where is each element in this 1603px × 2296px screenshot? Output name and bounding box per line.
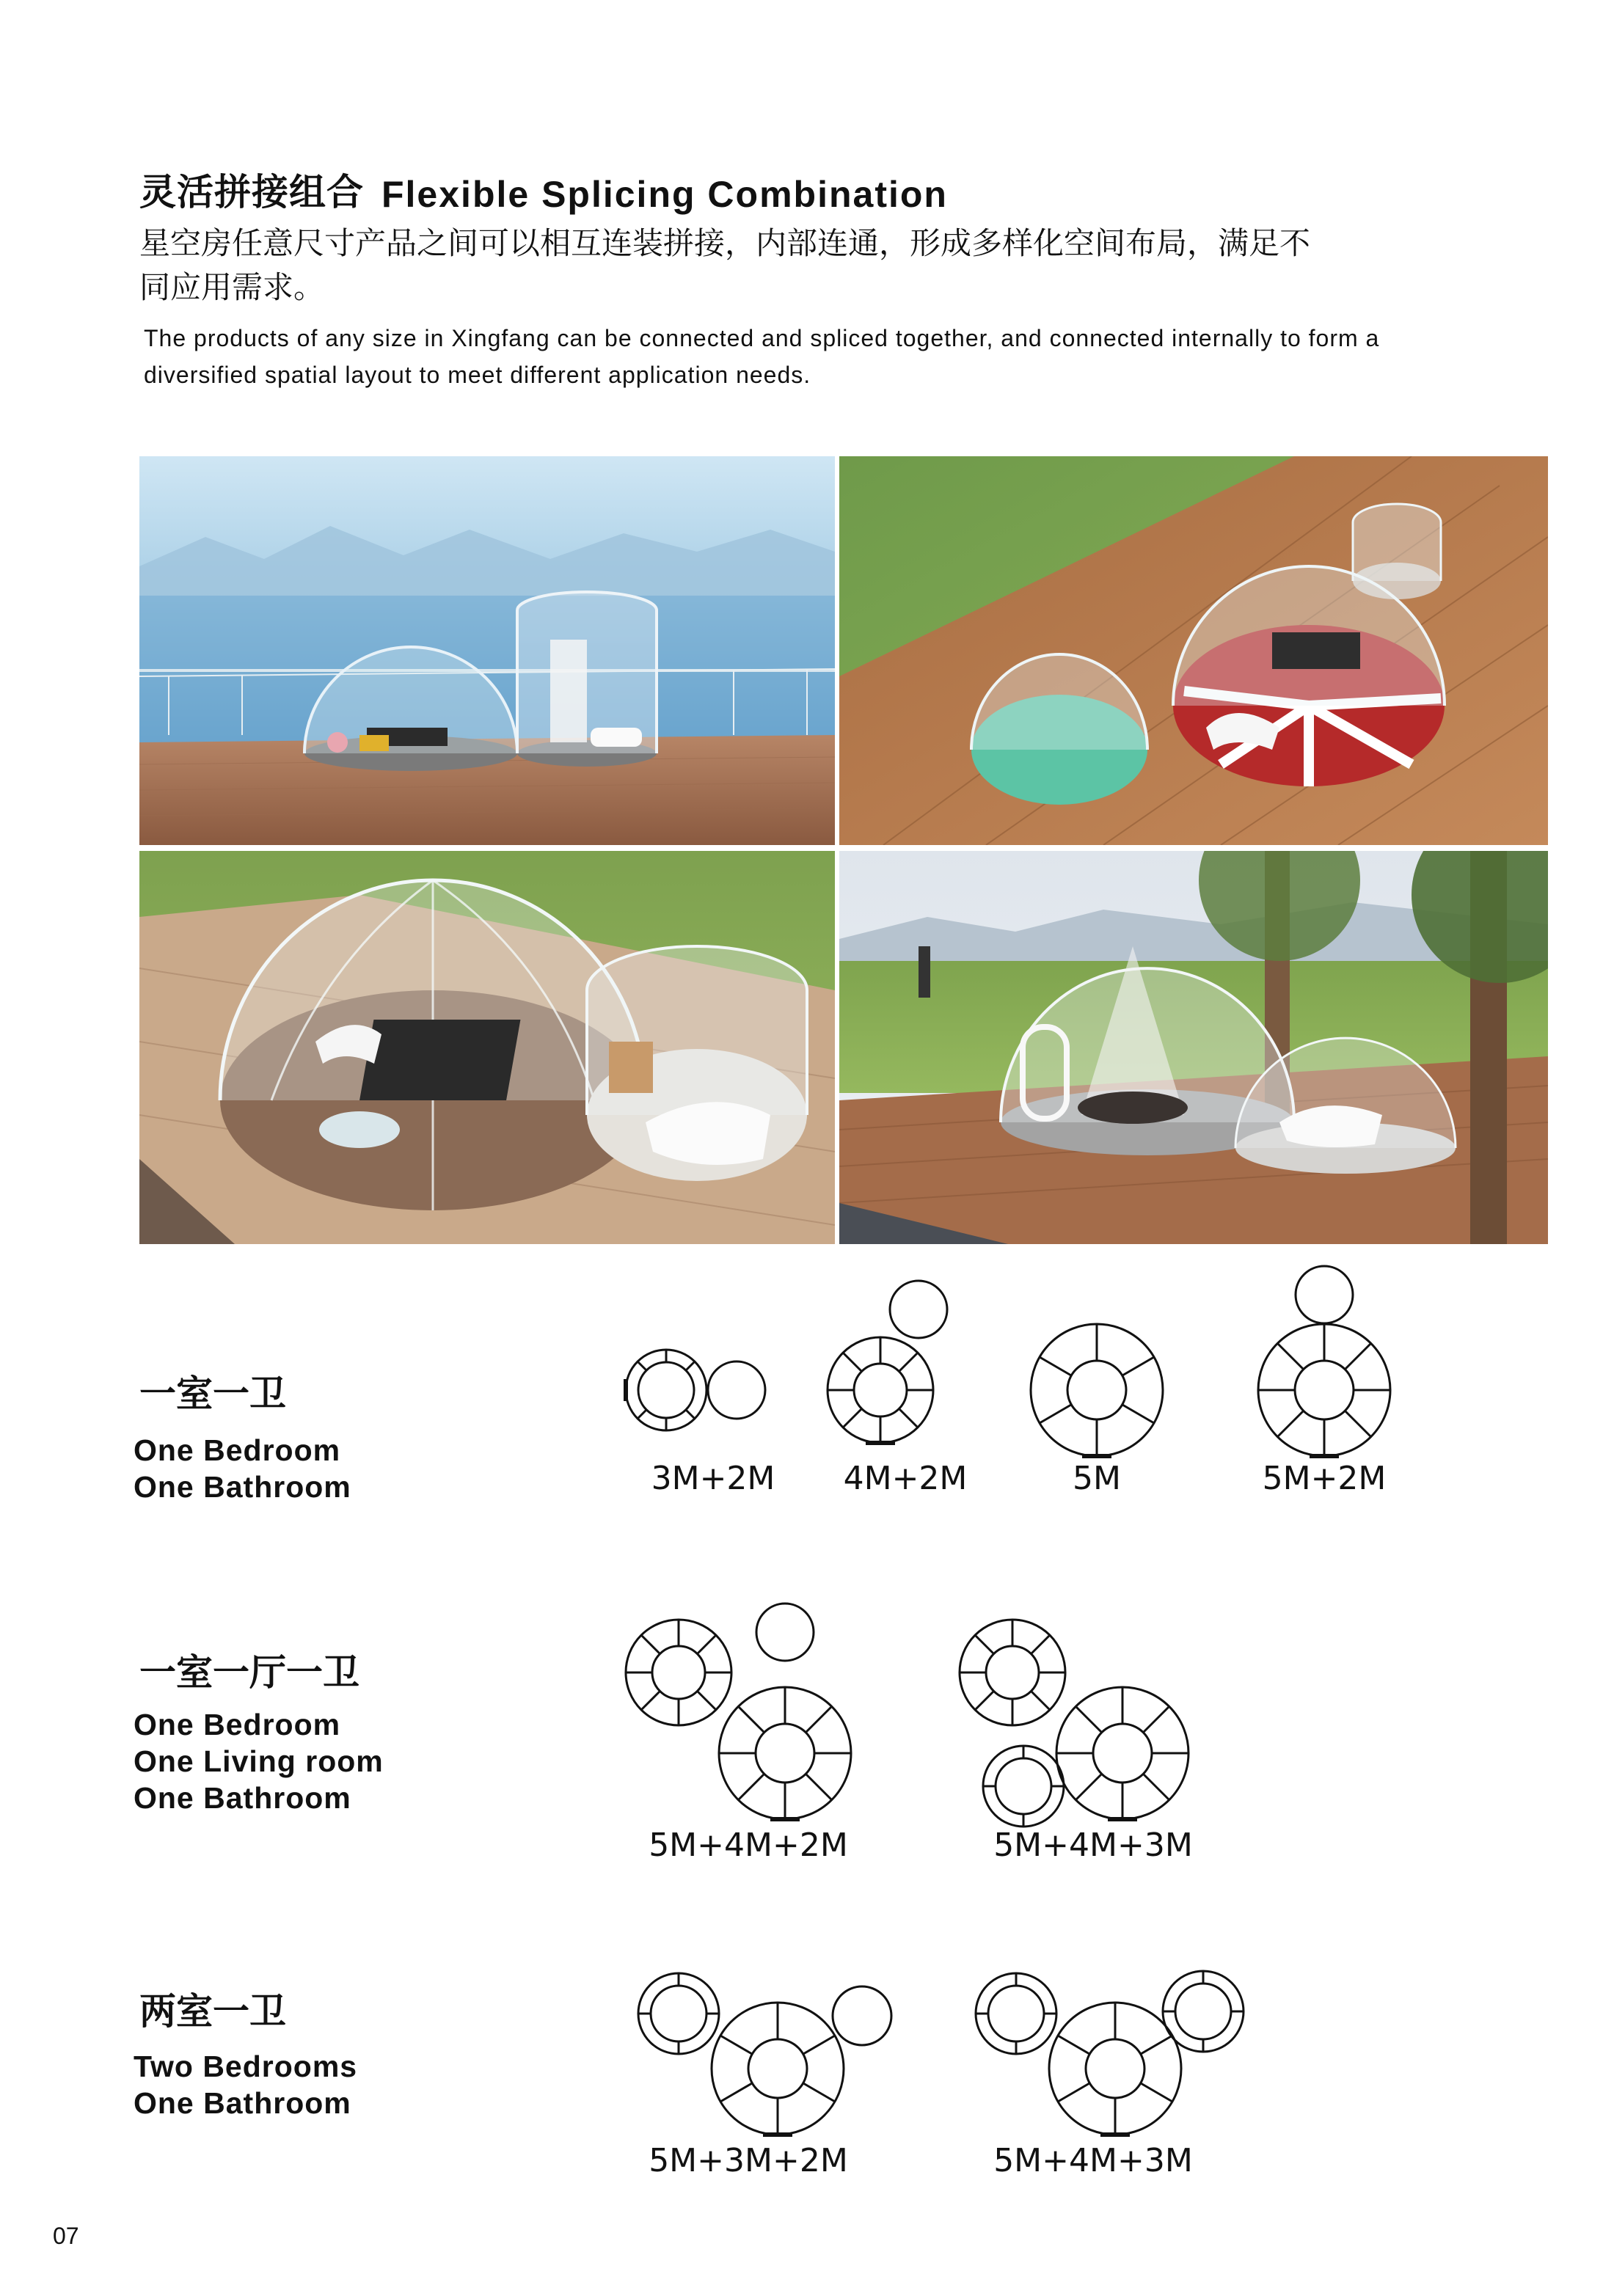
plan-label-5m-3m-2m: 5M+3M+2M (649, 2142, 848, 2179)
section-1-floor-plans (616, 1258, 1445, 1478)
plan-label-5m-4m-3m: 5M+4M+3M (993, 1827, 1193, 1864)
description-english (144, 320, 1486, 393)
plan-label-5m-4m-2m: 5M+4M+2M (649, 1827, 848, 1864)
plan-5m-4m-3m-second-drawing (976, 1971, 1244, 2135)
description-chinese (139, 222, 1387, 310)
title-chinese: 灵活拼接组合 (139, 171, 364, 213)
plan-5m-drawing (1031, 1324, 1163, 1456)
description-english-line-2: diversified spatial layout to meet different application needs. (144, 362, 811, 388)
section-3-line-2: One Bathroom (134, 2086, 351, 2120)
photo-dome-bedroom-bathroom (139, 851, 835, 1244)
section-2-title-english (134, 1706, 384, 1816)
section-1-title-english (134, 1432, 351, 1505)
section-3-line-1: Two Bedrooms (134, 2050, 358, 2083)
section-2-line-1: One Bedroom (134, 1708, 341, 1741)
plan-3m-2m-drawing (626, 1350, 765, 1430)
photo-dome-in-forest (839, 851, 1548, 1244)
plan-5m-4m-2m-drawing (626, 1604, 851, 1819)
section-1-title-chinese: 一室一卫 (139, 1372, 286, 1415)
description-english-line-1: The products of any size in Xingfang can be connected and spliced together, and connected internally to form a (144, 325, 1380, 351)
section-1-line-1: One Bedroom (134, 1433, 341, 1467)
plan-5m-3m-2m-drawing (638, 1973, 891, 2135)
plan-label-3m-2m: 3M+2M (651, 1460, 775, 1497)
title-english: Flexible Splicing Combination (381, 174, 948, 215)
section-3-title-english (134, 2048, 357, 2121)
description-chinese-line-2: 同应用需求。 (139, 269, 325, 305)
photo-triple-dome-deck (839, 456, 1548, 845)
plan-label-5m-4m-3m-second: 5M+4M+3M (993, 2142, 1193, 2179)
section-2-title-chinese: 一室一厅一卫 (139, 1651, 359, 1694)
section-2-line-3: One Bathroom (134, 1781, 351, 1815)
description-chinese-line-1: 星空房任意尺寸产品之间可以相互连装拼接，内部连通，形成多样化空间布局，满足不 (139, 225, 1311, 261)
plan-label-4m-2m: 4M+2M (843, 1460, 968, 1497)
plan-5m-4m-3m-drawing (960, 1620, 1188, 1827)
page-number: 07 (53, 2223, 79, 2249)
plan-5m-2m-drawing (1258, 1266, 1390, 1456)
section-1-line-2: One Bathroom (134, 1470, 351, 1504)
section-3-title-chinese: 两室一卫 (139, 1990, 286, 2033)
section-2-line-2: One Living room (134, 1744, 384, 1778)
section-2-floor-plans (616, 1592, 1203, 1827)
plan-label-5m-2m: 5M+2M (1262, 1460, 1387, 1497)
section-3-floor-plans (624, 1959, 1247, 2142)
plan-4m-2m-drawing (828, 1281, 947, 1443)
plan-label-5m: 5M (1073, 1460, 1121, 1497)
photo-lakeside-dome-pair (139, 456, 835, 845)
